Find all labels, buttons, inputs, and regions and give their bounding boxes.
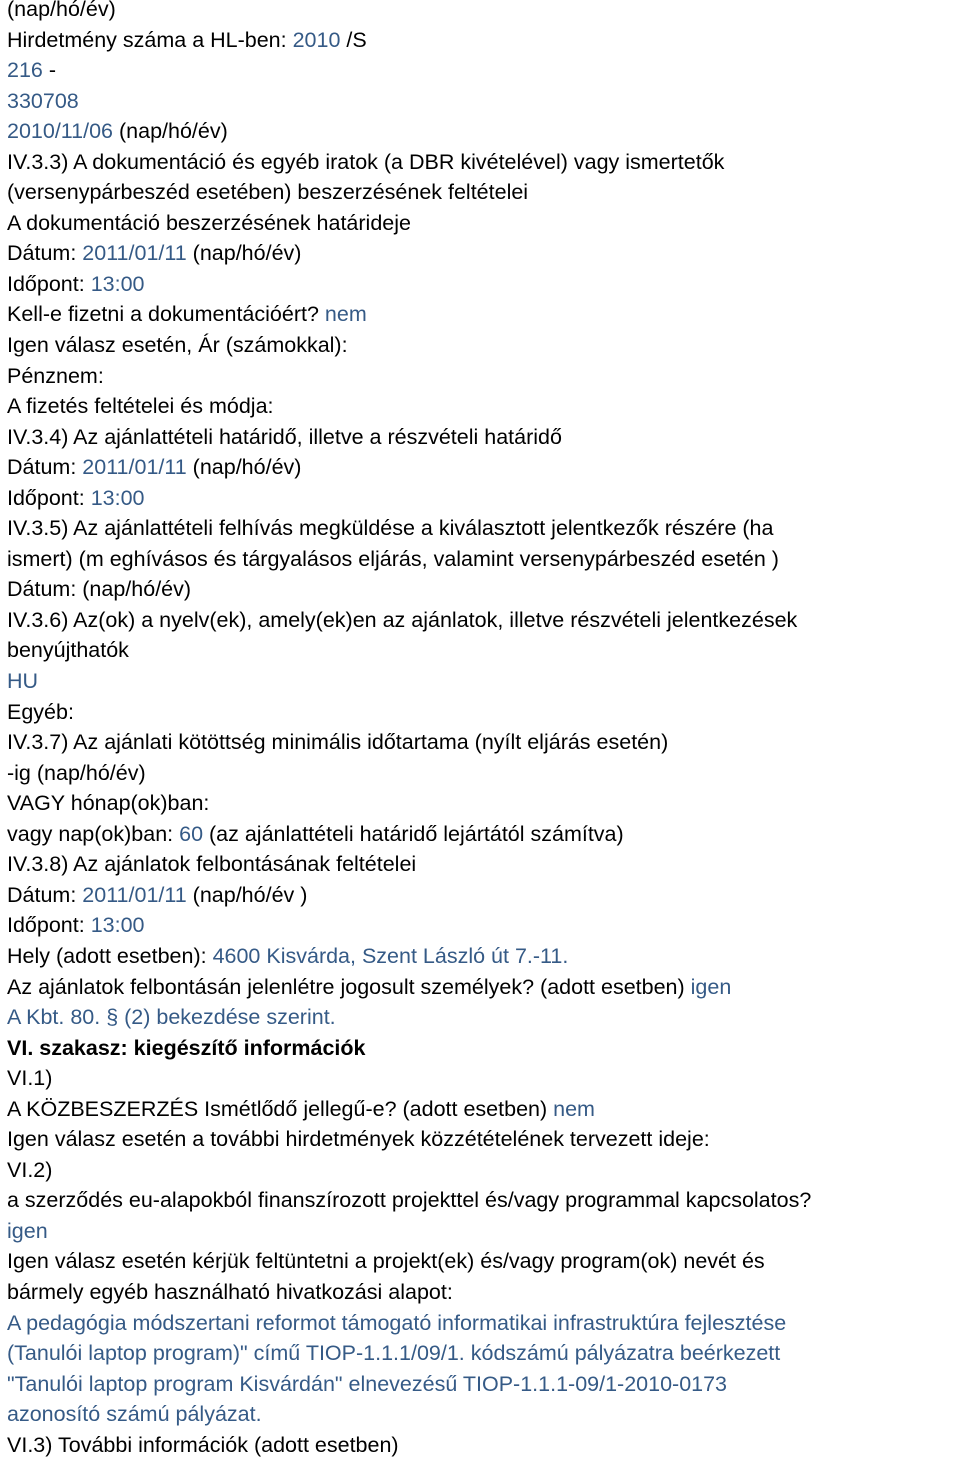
label-text: (nap/hó/év) — [113, 119, 228, 144]
text-line — [7, 1277, 960, 1308]
field-value: 2011/01/11 — [82, 882, 187, 907]
label-text: Igen válasz esetén kérjük feltüntetni a projekt(ek) és/vagy program(ok) nevét és — [7, 1249, 765, 1274]
text-line — [7, 1338, 960, 1369]
label-text: Időpont: — [7, 271, 91, 296]
text-line — [7, 1033, 960, 1064]
text-line — [7, 269, 960, 300]
text-line — [7, 299, 960, 330]
field-value: "Tanulói laptop program Kisvárdán" elnevezésű TIOP-1.1.1-09/1-2010-0173 — [7, 1371, 728, 1396]
text-line — [7, 1063, 960, 1094]
field-value: azonosító számú pályázat. — [7, 1402, 262, 1427]
field-value: 216 — [7, 58, 43, 83]
text-line — [7, 361, 960, 392]
text-line — [7, 1002, 960, 1033]
text-line — [7, 452, 960, 483]
text-line — [7, 147, 960, 178]
text-line — [7, 1246, 960, 1277]
text-line — [7, 788, 960, 819]
label-text: IV.3.8) Az ajánlatok felbontásának feltételei — [7, 852, 417, 877]
text-line — [7, 391, 960, 422]
label-text: Pénznem: — [7, 363, 104, 388]
label-text: Dátum: — [7, 882, 83, 907]
text-line — [7, 330, 960, 361]
label-text: VI.1) — [7, 1066, 53, 1091]
field-value: (Tanulói laptop program)" című TIOP-1.1.1/09/1. kódszámú pályázatra beérkezett — [7, 1341, 781, 1366]
field-value: 2011/01/11 — [82, 455, 187, 480]
text-line — [7, 819, 960, 850]
label-text: /S — [340, 27, 367, 52]
label-text: (az ajánlattételi határidő lejártától számítva) — [203, 821, 624, 846]
text-line — [7, 1094, 960, 1125]
text-line — [7, 605, 960, 636]
field-value: A pedagógia módszertani reformot támogató informatikai infrastruktúra fejlesztése — [7, 1310, 787, 1335]
text-line — [7, 727, 960, 758]
field-value: 13:00 — [90, 913, 145, 938]
label-text: IV.3.7) Az ajánlati kötöttség minimális időtartama (nyílt eljárás esetén) — [7, 730, 669, 755]
text-line — [7, 574, 960, 605]
text-line — [7, 1308, 960, 1339]
text-line — [7, 208, 960, 239]
label-text: ismert) (m eghívásos és tárgyalásos eljárás, valamint versenypárbeszéd esetén ) — [7, 546, 779, 571]
text-line — [7, 55, 960, 86]
text-line — [7, 1399, 960, 1430]
label-text: vagy nap(ok)ban: — [7, 821, 180, 846]
field-value: 13:00 — [90, 271, 145, 296]
label-text: (nap/hó/év) — [186, 241, 302, 266]
label-text: IV.3.5) Az ajánlattételi felhívás megküldése a kiválasztott jelentkezők részére (ha — [7, 516, 774, 541]
label-text: Hely (adott esetben): — [7, 943, 213, 968]
text-line — [7, 25, 960, 56]
label-text: (versenypárbeszéd esetében) beszerzésének feltételei — [7, 180, 529, 205]
text-line — [7, 849, 960, 880]
label-text: IV.3.4) Az ajánlattételi határidő, illetve a részvételi határidő — [7, 424, 562, 449]
text-line — [7, 910, 960, 941]
label-text: IV.3.6) Az(ok) a nyelv(ek), amely(ek)en az ajánlatok, illetve részvételi jelentkezések — [7, 607, 798, 632]
text-line — [7, 483, 960, 514]
field-value: 4600 Kisvárda, Szent László út 7.-11. — [212, 943, 569, 968]
field-value: 2010/11/06 — [7, 119, 114, 144]
text-line — [7, 880, 960, 911]
label-text: a szerződés eu-alapokból finanszírozott projekttel és/vagy programmal kapcsolatos? — [7, 1188, 812, 1213]
text-line — [7, 116, 960, 147]
field-value: 60 — [179, 821, 204, 846]
label-text: Kell-e fizetni a dokumentációért? — [7, 302, 325, 327]
label-text: (nap/hó/év ) — [186, 882, 308, 907]
text-line — [7, 544, 960, 575]
text-line — [7, 177, 960, 208]
label-text: A fizetés feltételei és módja: — [7, 394, 274, 419]
label-text: (nap/hó/év) — [186, 455, 302, 480]
label-text: benyújthatók — [7, 638, 129, 663]
label-text: Egyéb: — [7, 699, 74, 724]
field-value: A Kbt. 80. § (2) bekezdése szerint. — [7, 1005, 336, 1030]
label-text: (nap/hó/év) — [7, 0, 116, 21]
field-value: nem — [324, 302, 367, 327]
section-heading: VI. szakasz: kiegészítő információk — [7, 1035, 366, 1060]
label-text: Időpont: — [7, 485, 91, 510]
field-value: igen — [690, 974, 732, 999]
text-line — [7, 1369, 960, 1400]
text-line — [7, 697, 960, 728]
text-line — [7, 238, 960, 269]
field-value: 2010 — [292, 27, 341, 52]
text-line — [7, 972, 960, 1003]
field-value: igen — [7, 1218, 48, 1243]
text-line — [7, 86, 960, 117]
label-text: VI.2) — [7, 1157, 53, 1182]
text-line — [7, 1430, 960, 1461]
label-text: VAGY hónap(ok)ban: — [7, 791, 210, 816]
label-text: IV.3.3) A dokumentáció és egyéb iratok (a DBR kivételével) vagy ismertetők — [7, 149, 725, 174]
label-text: Az ajánlatok felbontásán jelenlétre jogosult személyek? (adott esetben) — [7, 974, 691, 999]
text-line — [7, 635, 960, 666]
label-text: A KÖZBESZERZÉS Ismétlődő jellegű-e? (adott esetben) — [7, 1096, 554, 1121]
text-line — [7, 1124, 960, 1155]
label-text: VI.3) További információk (adott esetben) — [7, 1432, 399, 1457]
label-text: Dátum: — [7, 241, 83, 266]
field-value: 2011/01/11 — [82, 241, 187, 266]
label-text: Hirdetmény száma a HL-ben: — [7, 27, 293, 52]
field-value: nem — [553, 1096, 595, 1121]
text-line — [7, 941, 960, 972]
text-line — [7, 1216, 960, 1247]
field-value: HU — [7, 669, 39, 694]
text-line — [7, 1185, 960, 1216]
label-text: Dátum: — [7, 455, 83, 480]
label-text: Igen válasz esetén, Ár (számokkal): — [7, 333, 348, 358]
text-line — [7, 0, 960, 25]
field-value: 13:00 — [90, 485, 145, 510]
text-line — [7, 513, 960, 544]
text-line — [7, 422, 960, 453]
label-text: Igen válasz esetén a további hirdetmények közzétételének tervezett ideje: — [7, 1127, 710, 1152]
field-value: 330708 — [7, 88, 79, 113]
label-text: -ig (nap/hó/év) — [7, 760, 146, 785]
label-text: Időpont: — [7, 913, 91, 938]
text-line — [7, 758, 960, 789]
text-line — [7, 666, 960, 697]
text-line — [7, 1155, 960, 1186]
label-text: bármely egyéb használható hivatkozási alapot: — [7, 1279, 453, 1304]
label-text: - — [42, 58, 57, 83]
label-text: A dokumentáció beszerzésének határideje — [7, 210, 411, 235]
label-text: Dátum: (nap/hó/év) — [7, 577, 192, 602]
